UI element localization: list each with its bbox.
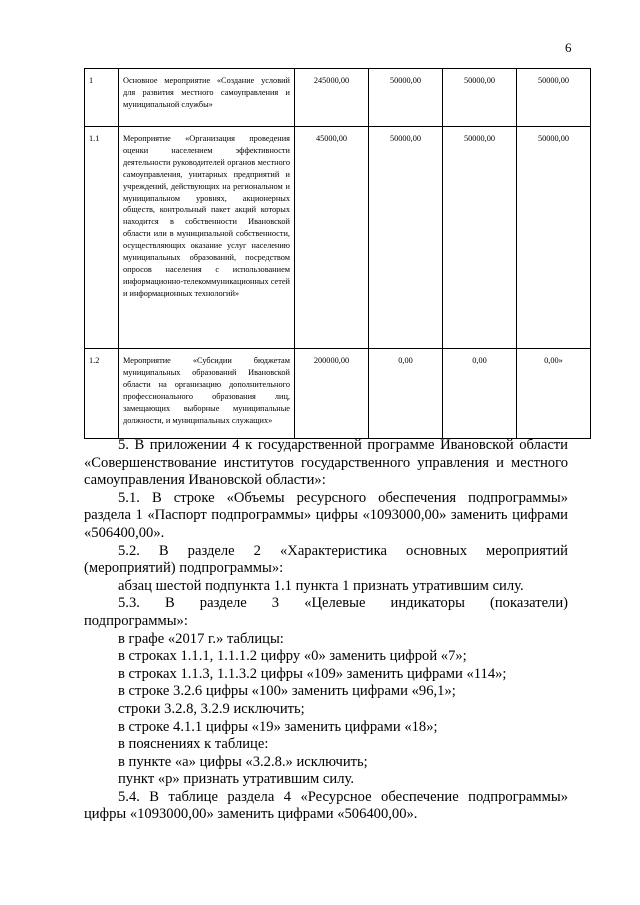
row-value-year-1: 50000,00 — [369, 127, 443, 349]
list-item: в пояснениях к таблице: — [118, 736, 269, 753]
row-value-year-2: 50000,00 — [443, 127, 517, 349]
resource-table — [84, 68, 591, 439]
paragraph-5-3-continued: подпрограммы»: — [84, 612, 188, 629]
table-row — [85, 69, 591, 127]
list-item: в графе «2017 г.» таблицы: — [118, 630, 284, 647]
row-number: 1.1 — [85, 127, 119, 349]
list-item: в строке 4.1.1 цифры «19» заменить цифрами «18»; — [118, 718, 438, 735]
row-value-year-3: 50000,00 — [517, 127, 591, 349]
paragraph-5-3: 5.3. В разделе 3 «Целевые индикаторы (показатели) — [118, 595, 568, 612]
row-value-total: 200000,00 — [295, 349, 369, 439]
list-item: в строке 3.2.6 цифры «100» заменить цифрами «96,1»; — [118, 683, 456, 700]
row-number: 1 — [85, 69, 119, 127]
list-item: в строках 1.1.1, 1.1.1.2 цифру «0» заменить цифрой «7»; — [118, 648, 467, 665]
row-value-year-1: 0,00 — [369, 349, 443, 439]
paragraph-5-1: 5.1. В строке «Объемы ресурсного обеспечения подпрограммы» раздела 1 «Паспорт подпрограммы» цифры «1093000,00» заменить цифрами «506400,00». — [84, 489, 568, 541]
table-row — [85, 127, 591, 349]
list-item: пункт «р» признать утратившим силу. — [118, 771, 354, 788]
row-value-year-1: 50000,00 — [369, 69, 443, 127]
row-number: 1.2 — [85, 349, 119, 439]
row-value-year-2: 50000,00 — [443, 69, 517, 127]
row-description: Мероприятие «Организация проведения оценки населением эффективности деятельности руководителей органов местного самоуправления, унитарных предприятий и учреждений, действующих на региональном и муниципальном уровнях, акционерных обществ, контрольный пакет акций которых находится в собственности Ивановской области или в муниципальной собственности, осуществляющих оказание услуг населению муниципальных образований, посредством опросов населения с использованием информационно-телекоммуникационных сетей и информационных технологий» — [119, 127, 295, 349]
row-value-total: 45000,00 — [295, 127, 369, 349]
list-item: в строках 1.1.3, 1.1.3.2 цифры «109» заменить цифрами «114»; — [118, 665, 507, 682]
row-description: Основное мероприятие «Создание условий для развития местного самоуправления и муниципальной службы» — [119, 69, 295, 127]
page-number: 6 — [565, 40, 572, 55]
paragraph-5: 5. В приложении 4 к государственной программе Ивановской области «Совершенствование институтов государственного управления и местного самоуправления Ивановской области»: — [84, 437, 568, 489]
document-body — [84, 437, 568, 824]
row-description: Мероприятие «Субсидии бюджетам муниципальных образований Ивановской области на организацию дополнительного профессионального образования лиц, замещающих выборные муниципальные должности, и муниципальных служащих» — [119, 349, 295, 439]
table-row — [85, 349, 591, 439]
row-value-year-2: 0,00 — [443, 349, 517, 439]
paragraph-5-2-text: абзац шестой подпункта 1.1 пункта 1 признать утратившим силу. — [118, 577, 524, 594]
paragraph-5-2: 5.2. В разделе 2 «Характеристика основных мероприятий (мероприятий) подпрограммы»: — [84, 542, 568, 577]
row-value-year-3: 0,00» — [517, 349, 591, 439]
row-value-year-3: 50000,00 — [517, 69, 591, 127]
paragraph-5-4: 5.4. В таблице раздела 4 «Ресурсное обеспечение подпрограммы» цифры «1093000,00» заменить цифрами «506400,00». — [84, 788, 568, 823]
list-item: строки 3.2.8, 3.2.9 исключить; — [118, 700, 305, 717]
list-item: в пункте «а» цифры «3.2.8.» исключить; — [118, 753, 368, 770]
row-value-total: 245000,00 — [295, 69, 369, 127]
